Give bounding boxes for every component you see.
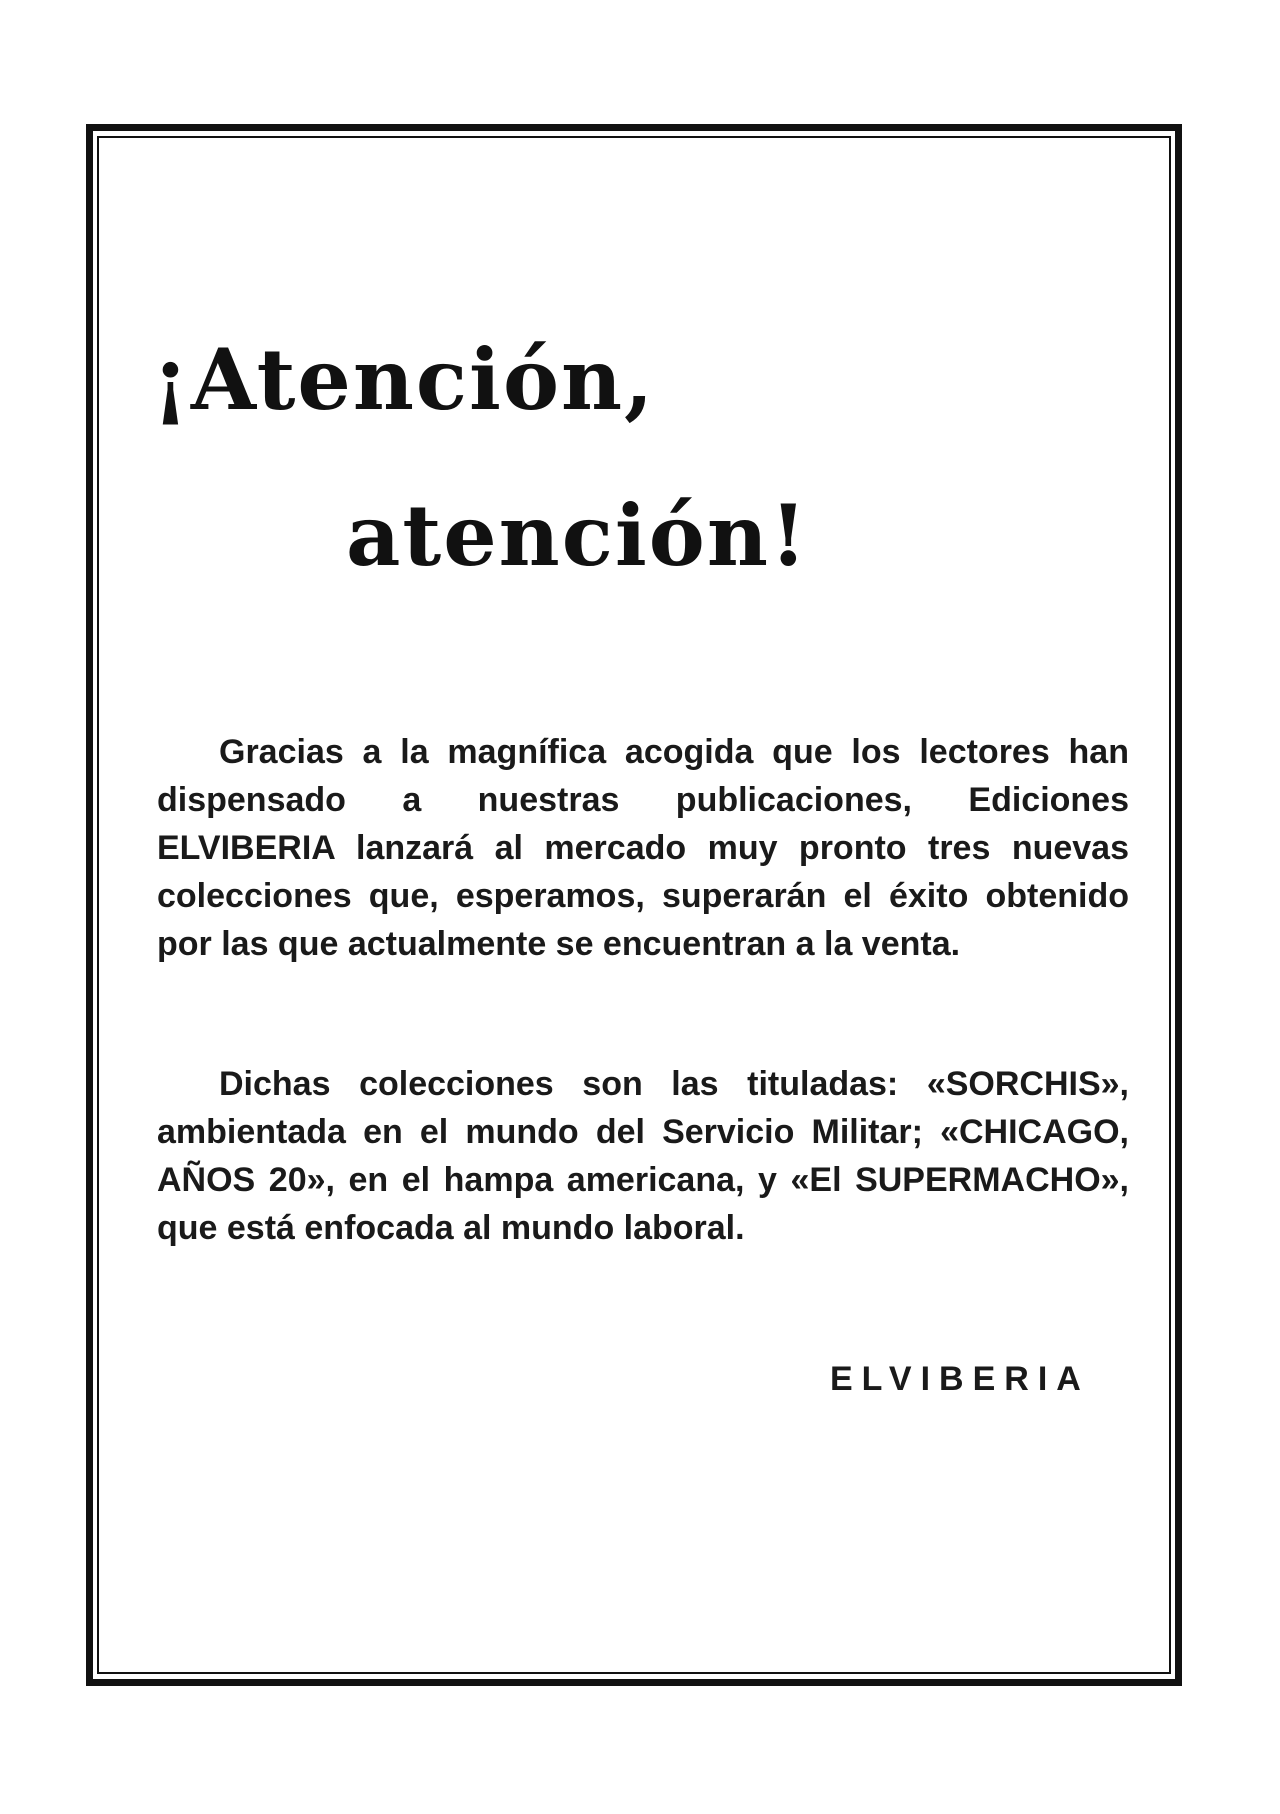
headline-line-1: ¡Atención,	[152, 330, 656, 429]
publisher-signature: ELVIBERIA	[830, 1360, 1090, 1398]
headline-line-2: atención!	[346, 486, 809, 585]
body-paragraph-1: Gracias a la magnífica acogida que los lectores han dispensado a nuestras publicaciones, Ediciones ELVIBERIA lanzará al mercado muy pronto tres nuevas colecciones que, esperamos, superarán el éxito obtenido por las que actualmente se encuentran a la venta.	[157, 733, 1129, 963]
body-paragraph-2: Dichas colecciones son las tituladas: «SORCHIS», ambientada en el mundo del Servicio Militar; «CHICAGO, AÑOS 20», en el hampa americana, y «El SUPERMACHO», que está enfocada al mundo laboral.	[157, 1065, 1129, 1247]
